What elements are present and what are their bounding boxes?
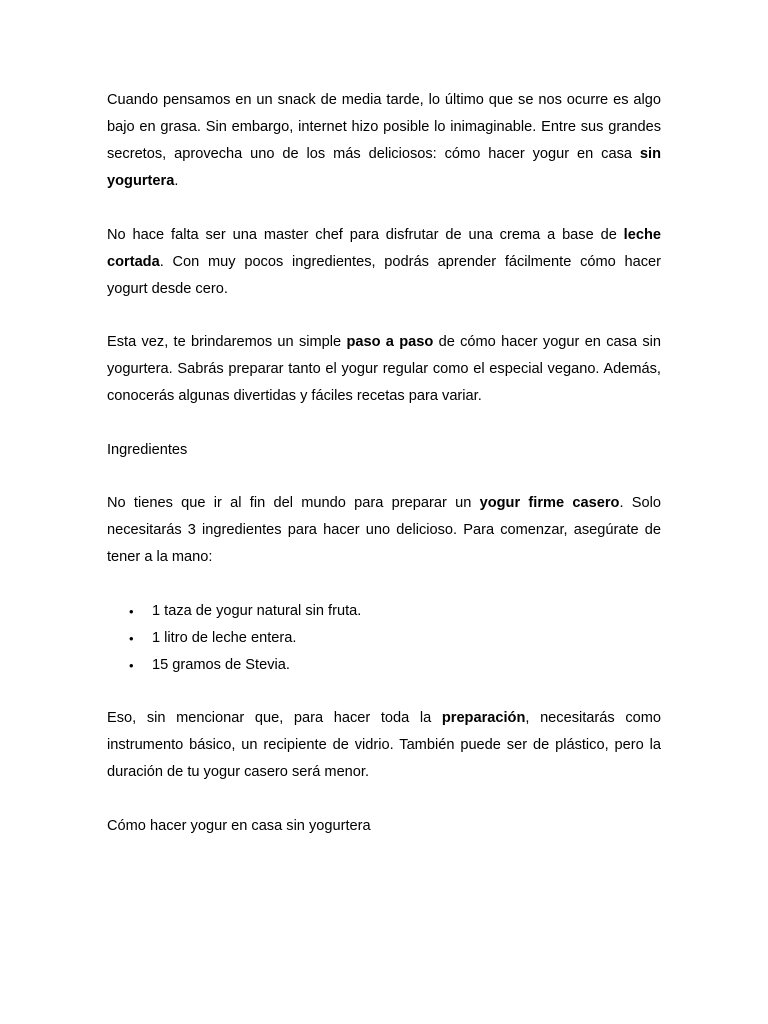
yogur-firme-text: No tienes que ir al fin del mundo para preparar un — [107, 495, 480, 511]
ingredients-list — [107, 598, 661, 679]
list-item — [107, 598, 661, 625]
bullet-icon: • — [129, 630, 134, 646]
paso-end-text: de cómo hacer yogur en casa sin yogurtera. Sabrás preparar tanto el yogur regular como el especial vegano. Además, conocerás algunas divertidas y fáciles recetas para variar. — [107, 334, 662, 404]
preparacion-paragraph — [107, 705, 661, 786]
ingredients-heading: Ingredientes — [107, 441, 188, 458]
leche-text: No hace falta ser una master chef para disfrutar de una crema a base de — [107, 226, 624, 243]
yogur-firme-bold-text: yogur firme casero — [479, 495, 620, 511]
bullet-icon: • — [129, 657, 134, 673]
intro-bold-text: sin yogurtera — [107, 146, 661, 189]
paso-text: Esta vez, te brindaremos un simple — [107, 334, 347, 350]
preparacion-end-text: , necesitarás como instrumento básico, un recipiente de vidrio. También puede ser de plástico, pero la duración de tu yogur casero será menor. — [107, 710, 662, 780]
leche-end-text: . Con muy pocos ingredientes, podrás aprender fácilmente cómo hacer yogurt desde cero. — [107, 253, 661, 297]
preparacion-bold-text: preparación — [441, 710, 526, 726]
document-page — [107, 87, 661, 866]
preparacion-text: Eso, sin mencionar que, para hacer toda la — [107, 710, 442, 726]
leche-paragraph — [107, 222, 661, 303]
intro-end-text: . — [174, 173, 179, 189]
paso-bold-text: paso a paso — [346, 334, 434, 350]
list-item-text: 15 gramos de Stevia. — [152, 656, 290, 673]
list-item — [107, 652, 661, 679]
list-item-text: 1 taza de yogur natural sin fruta. — [152, 602, 362, 619]
paso-paragraph — [107, 329, 661, 410]
intro-paragraph — [107, 87, 661, 195]
list-item — [107, 625, 661, 652]
leche-bold-text: leche cortada — [107, 226, 661, 270]
yogur-firme-end-text: . Solo necesitarás 3 ingredientes para hacer uno delicioso. Para comenzar, asegúrate de tener a la mano: — [107, 495, 661, 565]
bullet-icon: • — [129, 603, 134, 619]
list-item-text: 1 litro de leche entera. — [152, 629, 297, 646]
intro-text: Cuando pensamos en un snack de media tarde, lo último que se nos ocurre es algo bajo en grasa. Sin embargo, internet hizo posible lo inimaginable. Entre sus grandes secretos, aprovecha uno de los más deliciosos: cómo hacer yogur en casa — [107, 92, 661, 162]
howto-heading: Cómo hacer yogur en casa sin yogurtera — [107, 817, 371, 834]
yogur-firme-paragraph — [107, 490, 661, 571]
